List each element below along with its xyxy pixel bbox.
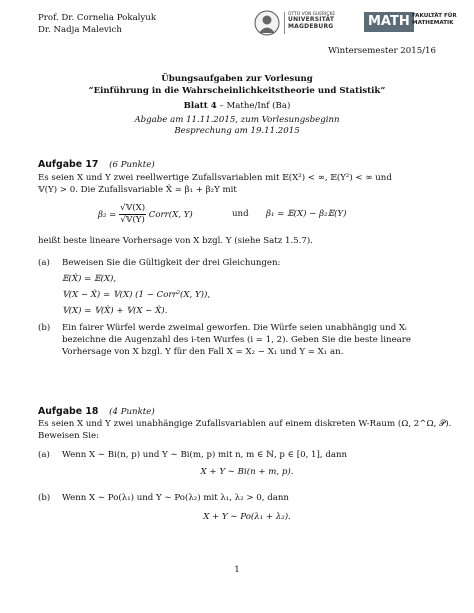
formula-corr: Corr(X, Y) — [148, 210, 193, 220]
university-logo — [254, 10, 464, 36]
ovgu-line-2: UNIVERSITÄT — [288, 16, 335, 24]
task-18-b-text: Wenn X ∼ Po(λ₁) und Y ∼ Po(λ₂) mit λ₁, λ₂ > 0, dann — [62, 493, 289, 503]
task-18-title: Aufgabe 18 — [38, 406, 99, 417]
task-18-a-label: (a) — [38, 450, 50, 460]
faculty-line-1: FAKULTÄT FÜR — [412, 13, 457, 19]
task-17-b-line-3: Vorhersage von X bzgl. Y für den Fall X = X₂ − X₁ und Y = X₁ an. — [62, 347, 344, 357]
task-17-heading — [38, 159, 155, 171]
formula-fraction — [119, 203, 146, 225]
math-logo: MATH — [364, 12, 414, 32]
sheet-line — [0, 101, 474, 112]
task-17-intro-2: 𝕍(Y) > 0. Die Zufallsvariable X̂ = β₁ + β₂Y mit — [38, 185, 237, 195]
discussion-date: Besprechung am 19.11.2015 — [174, 126, 300, 136]
task-17-a-eq-2: 𝕍(X − X̂) = 𝕍(X) (1 − Corr²(X, Y)), — [62, 290, 211, 300]
page-number: 1 — [234, 565, 240, 575]
formula-denominator: √𝕍(Y) — [120, 215, 145, 225]
author-2: Dr. Nadja Malevich — [38, 25, 122, 35]
sheet-course: – Mathe/Inf (Ba) — [216, 101, 291, 111]
task-18-intro-2: Beweisen Sie: — [38, 431, 99, 441]
task-17-title: Aufgabe 17 — [38, 159, 99, 170]
task-17-outro: heißt beste lineare Vorhersage von X bzgl. Y (siehe Satz 1.5.7). — [38, 236, 313, 246]
task-17-b-label: (b) — [38, 323, 51, 333]
task-18-a-result: X + Y ∼ Bi(n + m, p). — [200, 467, 294, 477]
task-17-a-eq-1: 𝔼(X̂) = 𝔼(X), — [62, 274, 117, 284]
ovgu-line-1: OTTO VON GUERICKE — [288, 12, 336, 17]
faculty-name — [412, 13, 457, 27]
task-17-b-line-2: bezeichne die Augenzahl des i-ten Wurfes (i = 1, 2). Geben Sie die beste lineare — [62, 335, 411, 345]
task-17-a-text: Beweisen Sie die Gültigkeit der drei Gleichungen: — [62, 258, 281, 268]
sheet-number: Blatt 4 — [183, 101, 217, 111]
formula-beta-2 — [98, 203, 193, 227]
task-17-a-eq-3: 𝕍(X) = 𝕍(X̂) + 𝕍(X − X̂). — [62, 306, 168, 316]
ovgu-line-3: MAGDEBURG — [288, 22, 334, 30]
task-17-b-line-1: Ein fairer Würfel werde zweimal geworfen. Die Würfe seien unabhängig und Xᵢ — [62, 323, 407, 333]
task-18-points: (4 Punkte) — [109, 407, 155, 417]
task-18-intro-1: Es seien X und Y zwei unabhängige Zufallsvariablen auf einem diskreten W-Raum (Ω, 2^Ω, 𝒫). — [38, 419, 452, 429]
university-name — [284, 12, 346, 34]
formula-beta-1: β₁ = 𝔼(X) − β₂𝔼(Y) — [266, 209, 347, 219]
formula-numerator: √𝕍(X) — [120, 203, 146, 214]
task-18-b-result: X + Y ∼ Po(λ₁ + λ₂). — [203, 512, 291, 522]
title-line-2: “Einführung in die Wahrscheinlichkeitstheorie und Statistik” — [88, 86, 386, 96]
task-17-a-label: (a) — [38, 258, 50, 268]
task-17-intro-1: Es seien X und Y zwei reellwertige Zufallsvariablen mit 𝔼(X²) < ∞, 𝔼(Y²) < ∞ und — [38, 173, 392, 183]
task-18-b-label: (b) — [38, 493, 51, 503]
faculty-line-2: MATHEMATIK — [412, 19, 454, 26]
task-18-heading — [38, 406, 155, 418]
formula-beta-2-lhs: β₂ = — [98, 210, 117, 220]
task-17-points: (6 Punkte) — [109, 160, 155, 170]
title-line-1: Übungsaufgaben zur Vorlesung — [161, 74, 313, 84]
deadline: Abgabe am 11.11.2015, zum Vorlesungsbeginn — [134, 115, 340, 125]
author-1: Prof. Dr. Cornelia Pokalyuk — [38, 13, 157, 23]
university-seal-icon — [254, 10, 280, 36]
task-18-a-text: Wenn X ∼ Bi(n, p) und Y ∼ Bi(m, p) mit n, m ∈ ℕ, p ∈ [0, 1], dann — [62, 450, 348, 460]
semester: Wintersemester 2015/16 — [328, 46, 436, 56]
formula-and: und — [232, 209, 249, 219]
